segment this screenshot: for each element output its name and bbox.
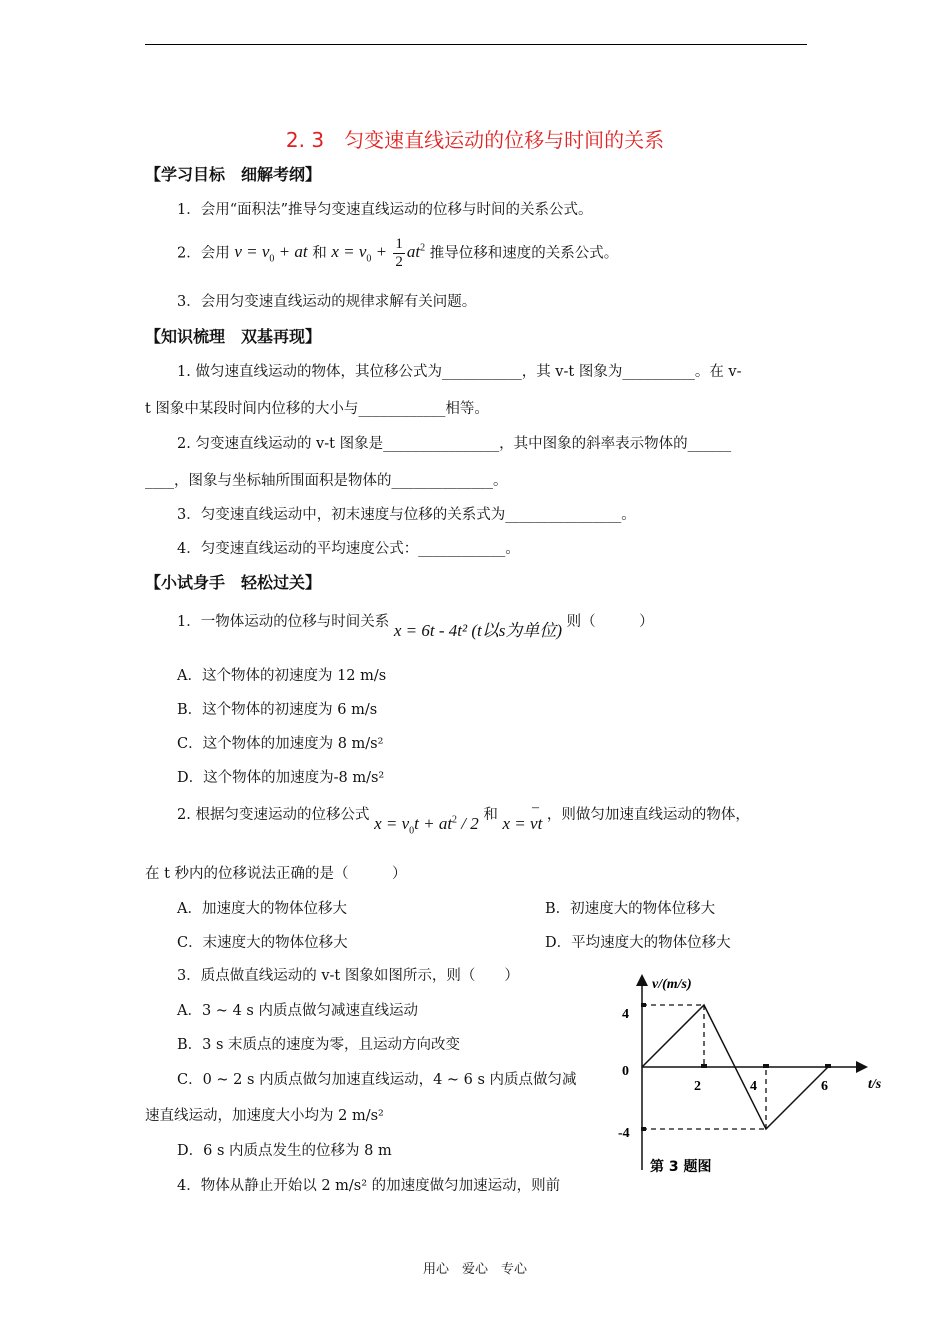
goal-item-2-and: 和 — [312, 245, 327, 262]
practice-q3-stem: 3．质点做直线运动的 v-t 图象如图所示，则（ ） — [177, 968, 519, 984]
goal-item-1: 1．会用“面积法”推导匀变速直线运动的位移与时间的关系公式。 — [177, 202, 593, 218]
knowledge-q3: 3．匀变速直线运动中，初末速度与位移的关系式为________________。 — [177, 507, 636, 523]
practice-q1-option-b: B．这个物体的初速度为 6 m/s — [177, 702, 378, 718]
knowledge-q4: 4．匀变速直线运动的平均速度公式：____________。 — [177, 541, 520, 557]
practice-q1-stem — [177, 606, 654, 640]
x-tick-label-4: 4 — [750, 1079, 757, 1094]
practice-q2-line2: 在 t 秒内的位移说法正确的是（ ） — [145, 866, 407, 882]
practice-q2-prefix: 2. 根据匀变速运动的位移公式 — [177, 807, 370, 823]
page-footer: 用心 爱心 专心 — [422, 1262, 527, 1277]
practice-q2-option-b: B．初速度大的物体位移大 — [545, 901, 716, 917]
practice-q3-option-c: C．0 ~ 2 s 内质点做匀加速直线运动，4 ~ 6 s 内质点做匀减 — [177, 1072, 577, 1088]
section-learning-goals-heading: 【学习目标 细解考纲】 — [145, 165, 322, 184]
goal-item-3: 3．会用匀变速直线运动的规律求解有关问题。 — [177, 294, 477, 310]
section-knowledge-heading: 【知识梳理 双基再现】 — [145, 327, 322, 346]
knowledge-q1-line1: 1. 做匀速直线运动的物体，其位移公式为___________，其 v-t 图象为__________。在 v- — [177, 364, 742, 380]
practice-q1-option-d: D．这个物体的加速度为-8 m/s² — [177, 770, 385, 786]
practice-q2-option-a: A．加速度大的物体位移大 — [177, 901, 347, 917]
practice-q2-option-c: C．末速度大的物体位移大 — [177, 935, 348, 951]
x-tick-label-2: 2 — [694, 1079, 701, 1094]
y-axis-label: v/(m/s) — [652, 977, 692, 992]
x-axis-label: t/s — [868, 1077, 882, 1092]
practice-q3-option-a: A．3 ~ 4 s 内质点做匀减速直线运动 — [177, 1003, 418, 1019]
section-practice-heading: 【小试身手 轻松过关】 — [145, 573, 322, 592]
practice-q1-suffix: 则（ ） — [566, 614, 654, 630]
practice-q2-stem — [177, 803, 750, 837]
vt-graph — [600, 965, 910, 1180]
y-tick-mark-4 — [641, 1003, 646, 1007]
practice-q1-formula: x = 6t - 4t² (t以s为单位) — [393, 621, 562, 640]
page-title: 2. 3 匀变速直线运动的位移与时间的关系 — [285, 128, 665, 152]
practice-q2-formula-1: $x = v_0t + at^2 / 2$ — [374, 814, 479, 837]
knowledge-q2-line2: ____，图象与坐标轴所围面积是物体的______________。 — [145, 473, 508, 489]
x-tick-mark-4 — [763, 1064, 769, 1068]
y-tick-label-0: 0 — [622, 1064, 629, 1079]
knowledge-q2-line1: 2. 匀变速直线运动的 v-t 图象是________________，其中图象的斜率表示物体的______ — [177, 436, 732, 452]
y-tick-label-4: 4 — [622, 1007, 629, 1022]
practice-q3-option-c-cont: 速直线运动，加速度大小均为 2 m/s² — [145, 1108, 384, 1124]
practice-q1-option-a: A．这个物体的初速度为 12 m/s — [177, 668, 387, 684]
goal-item-2-suffix: 推导位移和速度的关系公式。 — [429, 245, 619, 262]
figure-caption: 第 3 题图 — [650, 1159, 712, 1175]
formula-velocity: $v = v_0$ + at — [234, 242, 308, 265]
x-tick-mark-2 — [701, 1064, 707, 1068]
goal-item-2-prefix: 2．会用 — [177, 245, 230, 262]
y-tick-label-neg4: -4 — [618, 1126, 630, 1141]
practice-q2-suffix: ，则做匀加速直线运动的物体， — [546, 807, 750, 823]
practice-q1-option-c: C．这个物体的加速度为 8 m/s² — [177, 736, 384, 752]
practice-q1-prefix: 1．一物体运动的位移与时间关系 — [177, 614, 390, 630]
practice-q2-option-d: D．平均速度大的物体位移大 — [545, 935, 731, 951]
goal-item-2 — [177, 236, 618, 271]
header-rule — [145, 44, 807, 45]
x-tick-mark-6 — [825, 1064, 831, 1068]
x-tick-label-6: 6 — [821, 1079, 828, 1094]
knowledge-q1-line2: t 图象中某段时间内位移的大小与____________相等。 — [145, 401, 489, 417]
practice-q2-and: 和 — [483, 807, 498, 823]
formula-displacement: $x = v_0$ + $\frac{1}{2}$ $at^2$ — [331, 236, 426, 270]
y-tick-mark--4 — [641, 1127, 646, 1131]
practice-q4-stem: 4．物体从静止开始以 2 m/s² 的加速度做匀加速运动，则前 — [177, 1178, 561, 1194]
practice-q3-option-b: B．3 s 末质点的速度为零，且运动方向改变 — [177, 1037, 461, 1053]
practice-q2-formula-2: x = – vt — [503, 814, 543, 833]
practice-q3-option-d: D．6 s 内质点发生的位移为 8 m — [177, 1143, 392, 1159]
